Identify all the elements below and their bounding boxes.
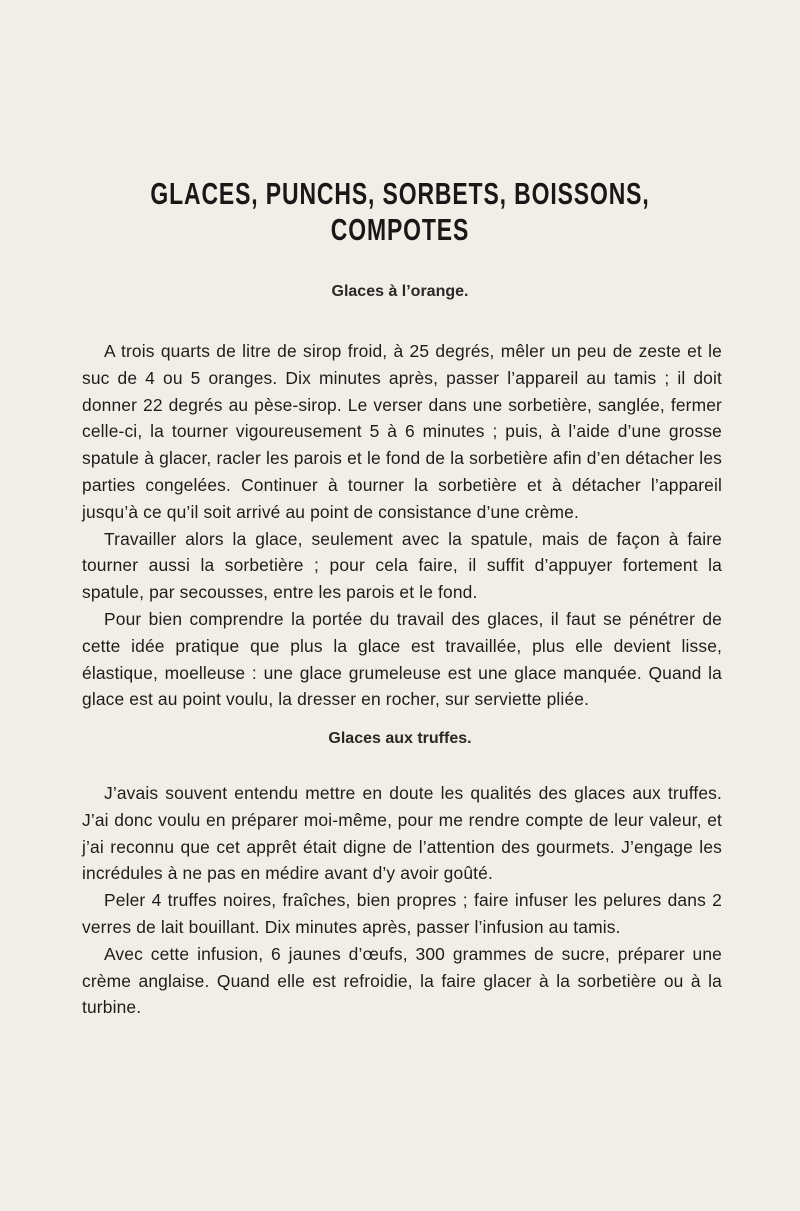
paragraph: A trois quarts de litre de sirop froid, à 25 degrés, mêler un peu de zeste et le suc de 4 ou 5 oranges. Dix minutes après, passer l’appareil au tamis ; il doit donner 22 degrés au pèse-sirop. Le verser dans une sorbetière, sanglée, fermer celle-ci, la tourner vigoureusement 5 à 6 minutes ; puis, à l’aide d’une grosse spatule à glacer, racler les parois et le fond de la sorbetière afin d’en détacher les parties congelées. Continuer à tourner la sorbetière et à détacher l’appareil jusqu’à ce qu’il soit arrivé au point de consistance d’une crème. [82, 341, 722, 522]
paragraph: Avec cette infusion, 6 jaunes d’œufs, 300 grammes de sucre, préparer une crème anglaise. Quand elle est refroidie, la faire glacer à la sorbetière ou à la turbine. [82, 943, 722, 1018]
section-body-orange [82, 338, 722, 713]
paragraph: Peler 4 truffes noires, fraîches, bien propres ; faire infuser les pelures dans 2 verres de lait bouillant. Dix minutes après, passer l’infusion au tamis. [82, 890, 722, 937]
paragraph: Travailler alors la glace, seulement avec la spatule, mais de façon à faire tourner aussi la sorbetière ; pour cela faire, il suffit d’appuyer fortement la spatule, par secousses, entre les parois et le fond. [82, 528, 722, 603]
section-title-orange: Glaces à l’orange. [331, 283, 469, 300]
paragraph: J’avais souvent entendu mettre en doute les qualités des glaces aux truffes. J’ai donc voulu en préparer moi-même, pour me rendre compte de leur valeur, et j’ai reconnu que cet apprêt était digne de l’attention des gourmets. J’engage les incrédules à ne pas en médire avant d’y avoir goûté. [82, 783, 722, 884]
paragraph: Pour bien comprendre la portée du travail des glaces, il faut se pénétrer de cette idée pratique que plus la glace est travaillée, plus elle devient lisse, élastique, moelleuse : une glace grumeleuse est une glace manquée. Quand la glace est au point voulu, la dresser en rocher, sur serviette pliée. [82, 608, 722, 710]
section-body-truffes [82, 780, 722, 1021]
chapter-title: GLACES, PUNCHS, SORBETS, BOISSONS, COMPOTES [150, 176, 650, 247]
section-title-truffes: Glaces aux truffes. [328, 730, 472, 747]
